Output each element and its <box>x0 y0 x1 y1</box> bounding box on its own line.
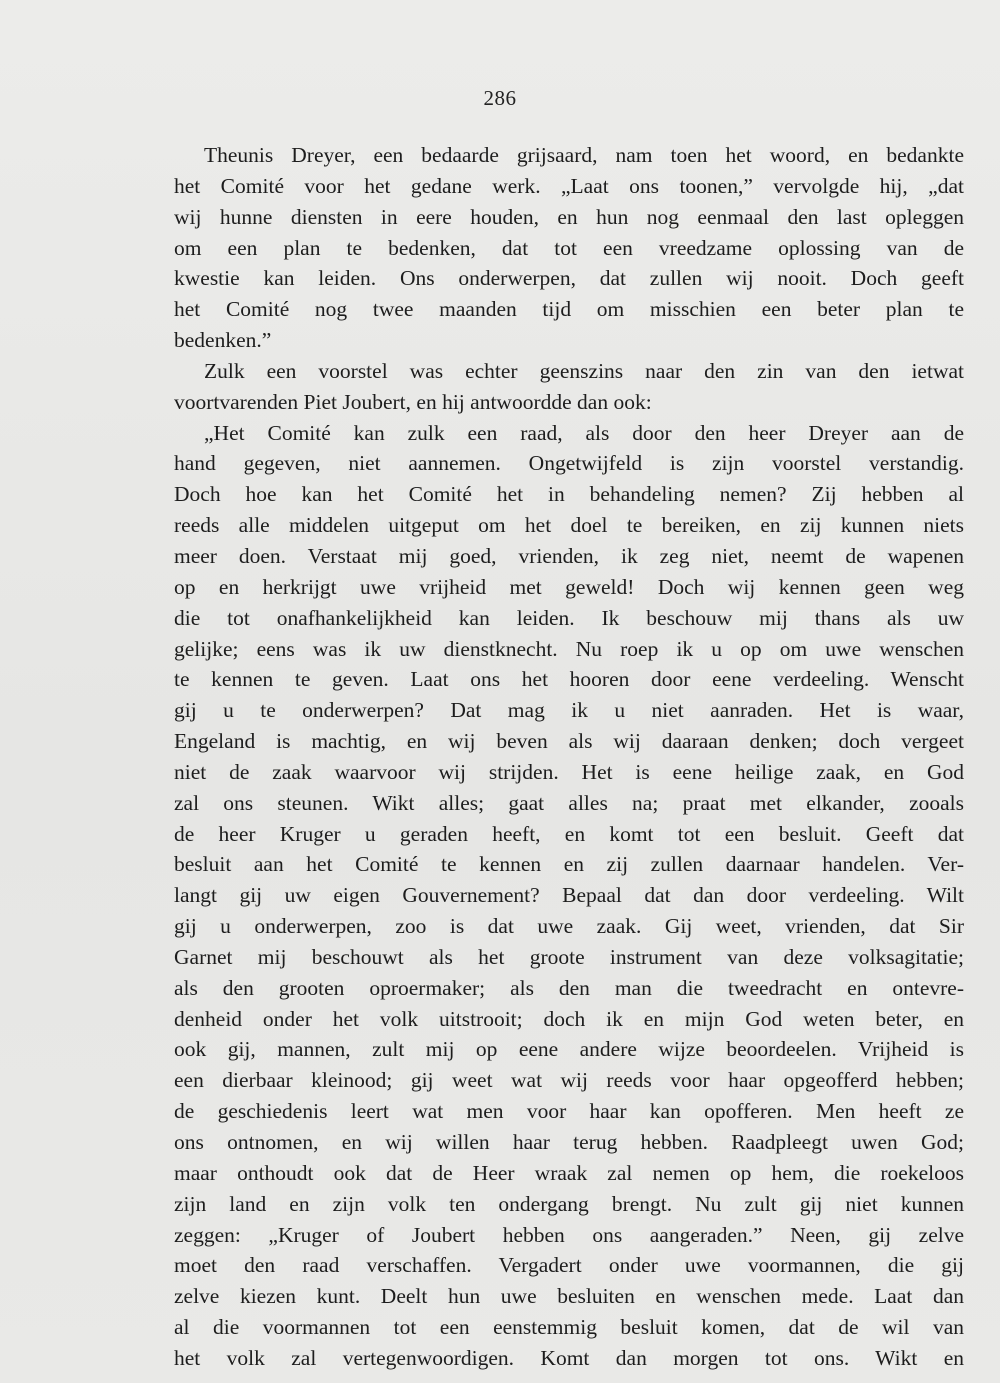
text-line: maar onthoudt ook dat de Heer wraak zal nemen op hem, die roekeloos <box>174 1160 964 1185</box>
text-line: niet de zaak waarvoor wij strijden. Het is eene heilige zaak, en God <box>174 759 964 784</box>
text-line: de heer Kruger u geraden heeft, en komt tot een besluit. Geeft dat <box>174 821 964 846</box>
text-line: het Comité nog twee maanden tijd om misschien een beter plan te <box>174 297 964 322</box>
body-text <box>174 140 964 1374</box>
text-line: Engeland is machtig, en wij beven als wij daaraan denken; doch vergeet <box>174 729 964 754</box>
text-line: die tot onafhankelijkheid kan leiden. Ik beschouw mij thans als uw <box>174 605 964 630</box>
page-number: 286 <box>483 86 517 110</box>
text-line: hand gegeven, niet aannemen. Ongetwijfeld is zijn voorstel verstandig. <box>174 451 964 476</box>
text-line: gij u onderwerpen, zoo is dat uwe zaak. Gij weet, vrienden, dat Sir <box>174 914 964 939</box>
text-line: bedenken.” <box>174 328 272 353</box>
text-line: „Het Comité kan zulk een raad, als door den heer Dreyer aan de <box>204 420 964 445</box>
text-line: als den grooten oproermaker; als den man die tweedracht en ontevre- <box>174 975 964 1000</box>
text-line: zelve kiezen kunt. Deelt hun uwe besluiten en wenschen mede. Laat dan <box>174 1284 964 1309</box>
text-line: het Comité voor het gedane werk. „Laat ons toonen,” vervolgde hij, „dat <box>174 173 964 198</box>
text-line: kwestie kan leiden. Ons onderwerpen, dat zullen wij nooit. Doch geeft <box>174 266 964 291</box>
text-line: wij hunne diensten in eere houden, en hun nog eenmaal den last opleggen <box>174 204 964 229</box>
text-line: zal ons steunen. Wikt alles; gaat alles na; praat met elkander, zooals <box>174 790 964 815</box>
text-line: de geschiedenis leert wat men voor haar kan opofferen. Men heeft ze <box>174 1099 964 1124</box>
text-line: het volk zal vertegenwoordigen. Komt dan morgen tot ons. Wikt en <box>174 1345 964 1370</box>
text-line: voortvarenden Piet Joubert, en hij antwoordde dan ook: <box>174 389 652 414</box>
text-line: te kennen te geven. Laat ons het hooren door eene verdeeling. Wenscht <box>174 667 964 692</box>
text-line: Garnet mij beschouwt als het groote instrument van deze volksagitatie; <box>174 944 964 969</box>
text-line: Doch hoe kan het Comité het in behandeling nemen? Zij hebben al <box>174 482 964 507</box>
text-line: een dierbaar kleinood; gij weet wat wij reeds voor haar opgeofferd hebben; <box>174 1068 964 1093</box>
text-line: langt gij uw eigen Gouvernement? Bepaal dat dan door verdeeling. Wilt <box>174 883 964 908</box>
text-line: gelijke; eens was ik uw dienstknecht. Nu roep ik u op om uwe wenschen <box>174 636 964 661</box>
text-line: zijn land en zijn volk ten ondergang brengt. Nu zult gij niet kunnen <box>174 1191 964 1216</box>
text-line: ook gij, mannen, zult mij op eene andere wijze beoordeelen. Vrijheid is <box>174 1037 964 1062</box>
text-line: gij u te onderwerpen? Dat mag ik u niet aanraden. Het is waar, <box>174 698 964 723</box>
text-line: om een plan te bedenken, dat tot een vreedzame oplossing van de <box>174 235 964 260</box>
text-line: Theunis Dreyer, een bedaarde grijsaard, nam toen het woord, en bedankte <box>204 143 964 167</box>
text-line: op en herkrijgt uwe vrijheid met geweld! Doch wij kennen geen weg <box>174 574 964 599</box>
text-line: reeds alle middelen uitgeput om het doel te bereiken, en zij kunnen niets <box>174 513 964 538</box>
text-line: meer doen. Verstaat mij goed, vrienden, ik zeg niet, neemt de wapenen <box>174 543 964 568</box>
text-line: besluit aan het Comité te kennen en zij zullen daarnaar handelen. Ver- <box>174 852 964 877</box>
text-line: zeggen: „Kruger of Joubert hebben ons aangeraden.” Neen, gij zelve <box>174 1222 964 1247</box>
text-line: moet den raad verschaffen. Vergadert onder uwe voormannen, die gij <box>174 1253 964 1278</box>
text-line: ons ontnomen, en wij willen haar terug hebben. Raadpleegt uwen God; <box>174 1130 964 1154</box>
text-line: al die voormannen tot een eenstemmig besluit komen, dat de wil van <box>174 1315 964 1340</box>
text-line: denheid onder het volk uitstrooit; doch ik en mijn God weten beter, en <box>174 1006 964 1031</box>
text-line: Zulk een voorstel was echter geenszins naar den zin van den ietwat <box>204 358 964 383</box>
